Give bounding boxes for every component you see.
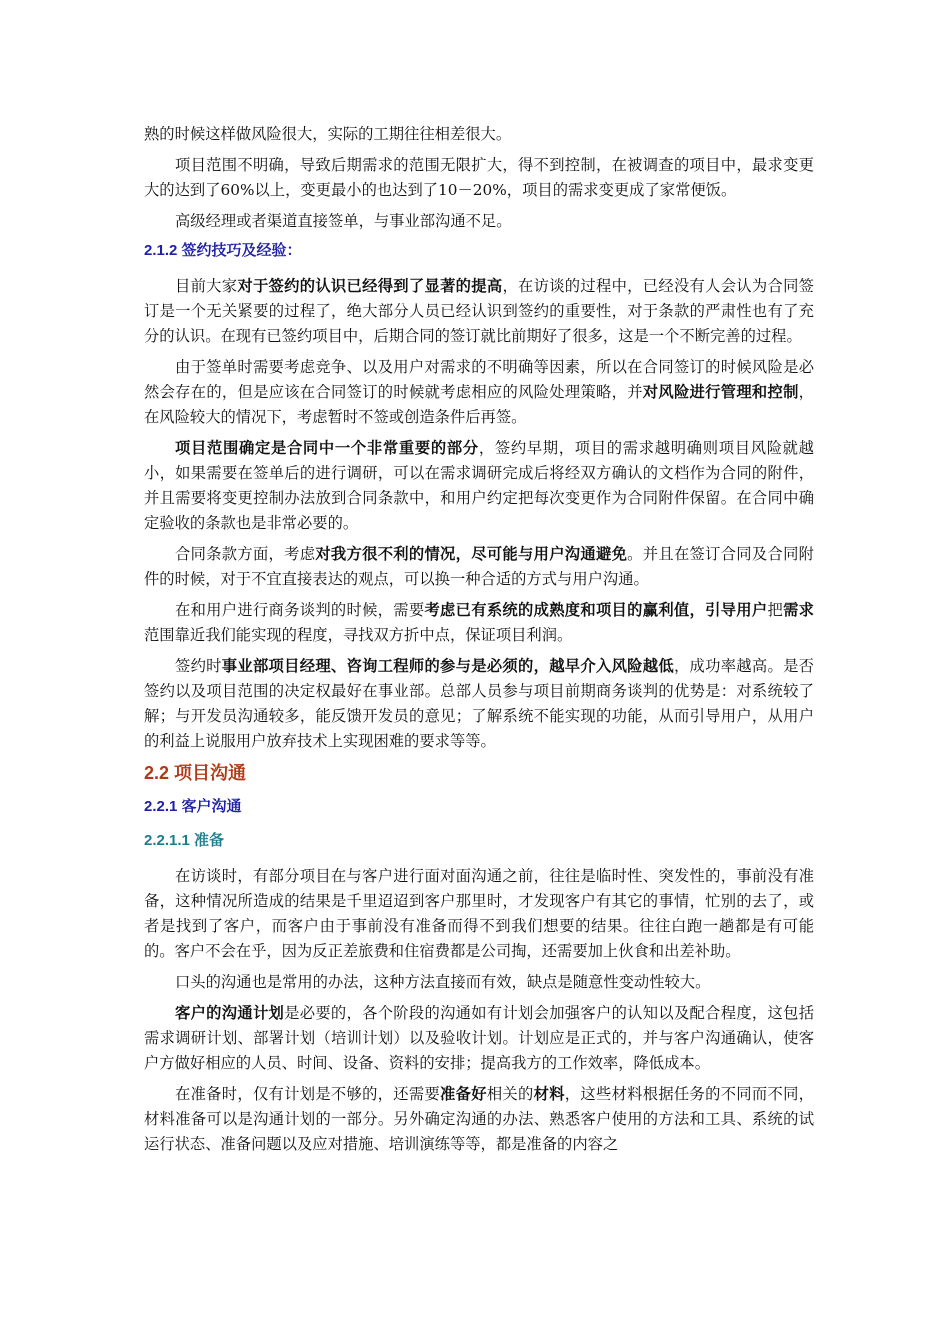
emphasis: 考虑已有系统的成熟度和项目的赢利值，引导用户 (424, 601, 768, 619)
emphasis: 项目范围确定是合同中一个非常重要的部分 (175, 439, 479, 457)
paragraph (144, 542, 814, 592)
heading-2-2-1: 2.2.1 客户沟通 (144, 798, 242, 815)
document-body (144, 122, 814, 1163)
emphasis: 事业部项目经理、咨询工程师的参与是必须的，越早介入风险越低 (221, 657, 674, 675)
text: 是必要的，各个阶段的沟通如有计划会加强客户的认知以及配合程度，这包括需求调研计划、部署计划（培训计划）以及验收计划。计划应是正式的，并与客户沟通确认，使客户方做好相应的人员、时间、设备、资料的安排；提高我方的工作效率，降低成本。 (144, 1004, 814, 1072)
text: 把 (767, 601, 784, 619)
text: 合同条款方面，考虑 (175, 545, 316, 563)
text: 在和用户进行商务谈判的时候，需要 (175, 601, 425, 619)
text: ，在风险较大的情况下，考虑暂时不签或创造条件后再签。 (144, 383, 814, 426)
text: 项目范围不明确，导致后期需求的范围无限扩大，得不到控制，在被调查的项目中，最求变更大的达到了60%以上，变更最小的也达到了10－20%，项目的需求变更成了家常便饭。 (144, 156, 814, 199)
paragraph (144, 970, 814, 995)
paragraph (144, 274, 814, 349)
emphasis: 对风险进行管理和控制 (642, 383, 799, 401)
emphasis: 客户的沟通计划 (175, 1004, 285, 1022)
heading-2-2: 2.2 项目沟通 (144, 763, 247, 783)
heading-2-2-1-1: 2.2.1.1 准备 (144, 832, 225, 849)
paragraph (144, 654, 814, 754)
paragraph (144, 1082, 814, 1157)
text: 在准备时，仅有计划是不够的，还需要 (175, 1085, 441, 1103)
text: ，签约早期，项目的需求越明确则项目风险就越小，如果需要在签单后的进行调研，可以在需求调研完成后将经双方确认的文档作为合同的附件，并且需要将变更控制办法放到合同条款中，和用户约定把每次变更作为合同附件保留。在合同中确定验收的条款也是非常必要的。 (144, 439, 814, 532)
paragraph (144, 355, 814, 430)
text: 目前大家 (175, 277, 238, 295)
emphasis: 准备好 (440, 1085, 487, 1103)
text: 相关的 (486, 1085, 534, 1103)
text: ，这些材料根据任务的不同而不同，材料准备可以是沟通计划的一部分。另外确定沟通的办法、熟悉客户使用的方法和工具、系统的试运行状态、准备问题以及应对措施、培训演练等等，都是准备的内容之 (144, 1085, 814, 1153)
paragraph (144, 864, 814, 964)
paragraph (144, 122, 814, 147)
paragraph (144, 209, 814, 234)
paragraph (144, 436, 814, 536)
emphasis: 对于签约的认识已经得到了显著的提高 (237, 277, 503, 295)
text: 。并且在签订合同及合同附件的时候，对于不宜直接表达的观点，可以换一种合适的方式与用户沟通。 (144, 545, 814, 588)
paragraph (144, 598, 814, 648)
text: ，在访谈的过程中，已经没有人会认为合同签订是一个无关紧要的过程了，绝大部分人员已经认识到签约的重要性，对于条款的严肃性也有了充分的认识。在现有已签约项目中，后期合同的签订就比前期好了很多，这是一个不断完善的过程。 (144, 277, 814, 345)
text: 高级经理或者渠道直接签单，与事业部沟通不足。 (175, 212, 512, 230)
paragraph (144, 153, 814, 203)
text: 由于签单时需要考虑竞争、以及用户对需求的不明确等因素，所以在合同签订的时候风险是必然会存在的，但是应该在合同签订的时候就考虑相应的风险处理策略，并 (144, 358, 814, 401)
text: 范围靠近我们能实现的程度，寻找双方折中点，保证项目利润。 (144, 626, 573, 644)
text: 口头的沟通也是常用的办法，这种方法直接而有效，缺点是随意性变动性较大。 (175, 973, 711, 991)
emphasis: 材料 (533, 1085, 565, 1103)
emphasis: 需求 (783, 601, 814, 619)
heading-2-1-2: 2.1.2 签约技巧及经验： (144, 242, 302, 259)
paragraph (144, 1001, 814, 1076)
text: 签约时 (175, 657, 222, 675)
emphasis: 对我方很不利的情况，尽可能与用户沟通避免 (315, 545, 628, 563)
text: ，成功率越高。是否签约以及项目范围的决定权最好在事业部。总部人员参与项目前期商务谈判的优势是：对系统较了解；与开发员沟通较多，能反馈开发员的意见；了解系统不能实现的功能，从而引导用户，从用户的利益上说服用户放弃技术上实现困难的要求等等。 (144, 657, 814, 750)
text: 熟的时候这样做风险很大，实际的工期往往相差很大。 (144, 125, 512, 143)
text: 在访谈时，有部分项目在与客户进行面对面沟通之前，往往是临时性、突发性的，事前没有准备，这种情况所造成的结果是千里迢迢到客户那里时，才发现客户有其它的事情，忙别的去了，或者是找到了客户，而客户由于事前没有准备而得不到我们想要的结果。往往白跑一趟都是有可能的。客户不会在乎，因为反正差旅费和住宿费都是公司掏，还需要加上伙食和出差补助。 (144, 867, 814, 960)
